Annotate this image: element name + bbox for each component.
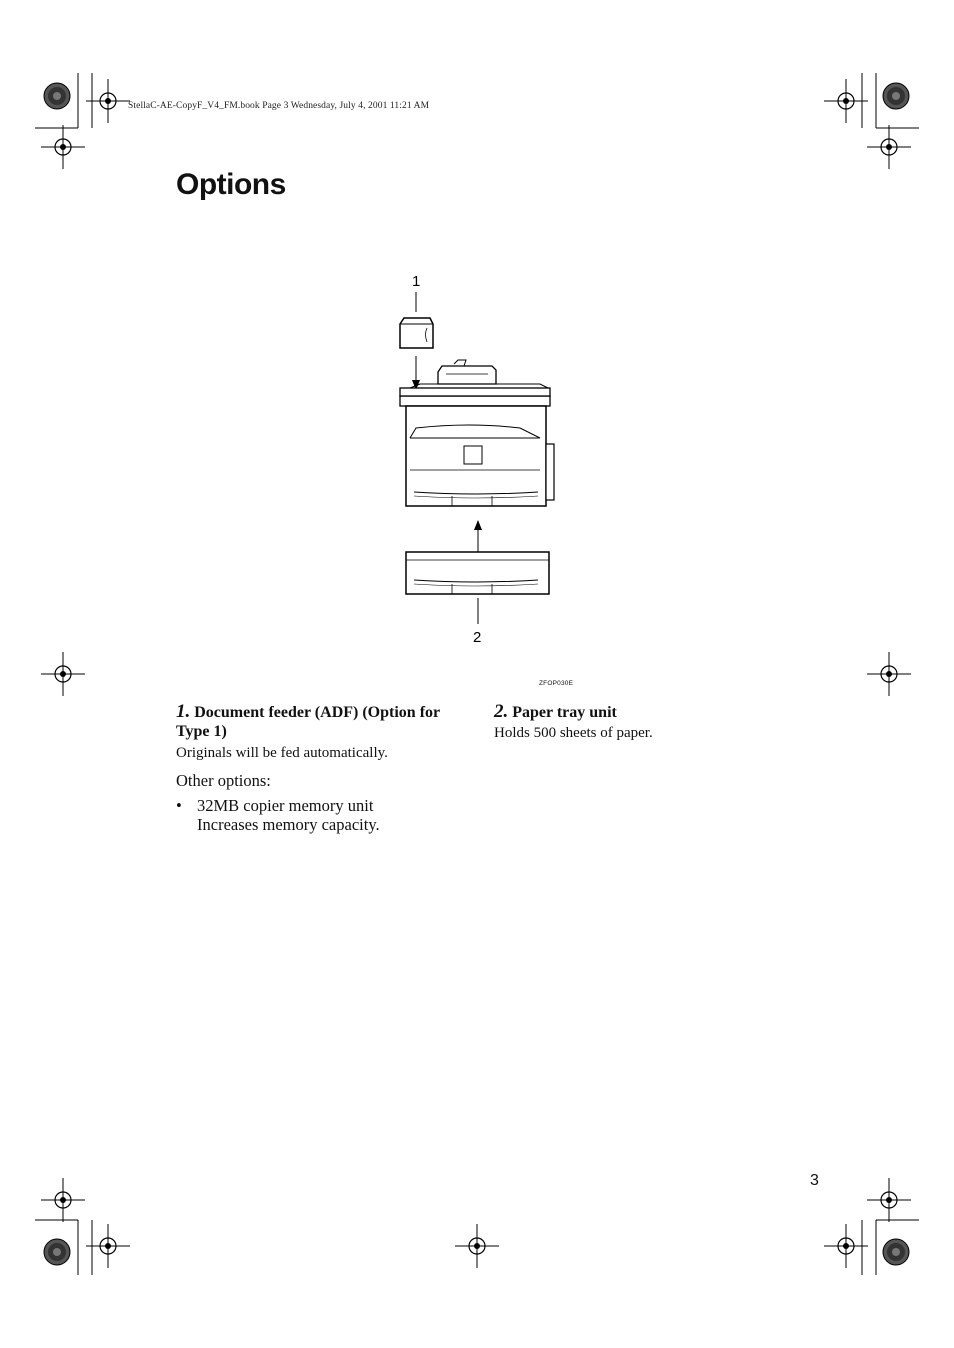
page-title: Options [176,168,286,201]
item-number: 2. [494,701,509,722]
registration-cross-icon [867,1178,911,1222]
registration-disc-icon [883,83,909,109]
registration-cross-icon [867,652,911,696]
registration-cross-icon [41,1178,85,1222]
callout-2: 2 [473,629,482,646]
callout-1: 1 [412,273,421,290]
bullet-icon: • [176,796,182,815]
item-heading [176,702,476,741]
item-number: 1. [176,701,191,722]
item-heading [494,702,794,722]
other-option-detail: Increases memory capacity. [197,815,380,834]
registration-cross-icon [824,79,868,123]
item-description: Holds 500 sheets of paper. [494,725,653,741]
registration-disc-icon [44,83,70,109]
paper-tray-unit-icon [406,552,549,594]
registration-cross-icon [41,125,85,169]
item-description: Originals will be fed automatically. [176,745,388,761]
item-title: Paper tray unit [512,704,617,721]
option-item-adf [176,702,476,762]
registration-cross-icon [824,1224,868,1268]
registration-cross-icon [455,1224,499,1268]
other-options-label: Other options: [176,771,271,790]
options-illustration [380,260,570,660]
item-title: Document feeder (ADF) (Option for Type 1) [176,704,440,740]
registration-cross-icon [867,125,911,169]
other-option-name: 32MB copier memory unit [197,796,374,815]
copier-main-unit-icon [400,360,554,506]
registration-disc-icon [44,1239,70,1265]
page-number: 3 [810,1172,819,1189]
registration-cross-icon [41,652,85,696]
registration-cross-icon [86,79,130,123]
registration-disc-icon [883,1239,909,1265]
print-header: StellaC-AE-CopyF_V4_FM.book Page 3 Wednesday, July 4, 2001 11:21 AM [128,101,430,111]
figure-code: ZFOP030E [539,680,574,687]
option-item-paper-tray [494,702,794,742]
adf-unit-icon [400,318,433,348]
registration-cross-icon [86,1224,130,1268]
